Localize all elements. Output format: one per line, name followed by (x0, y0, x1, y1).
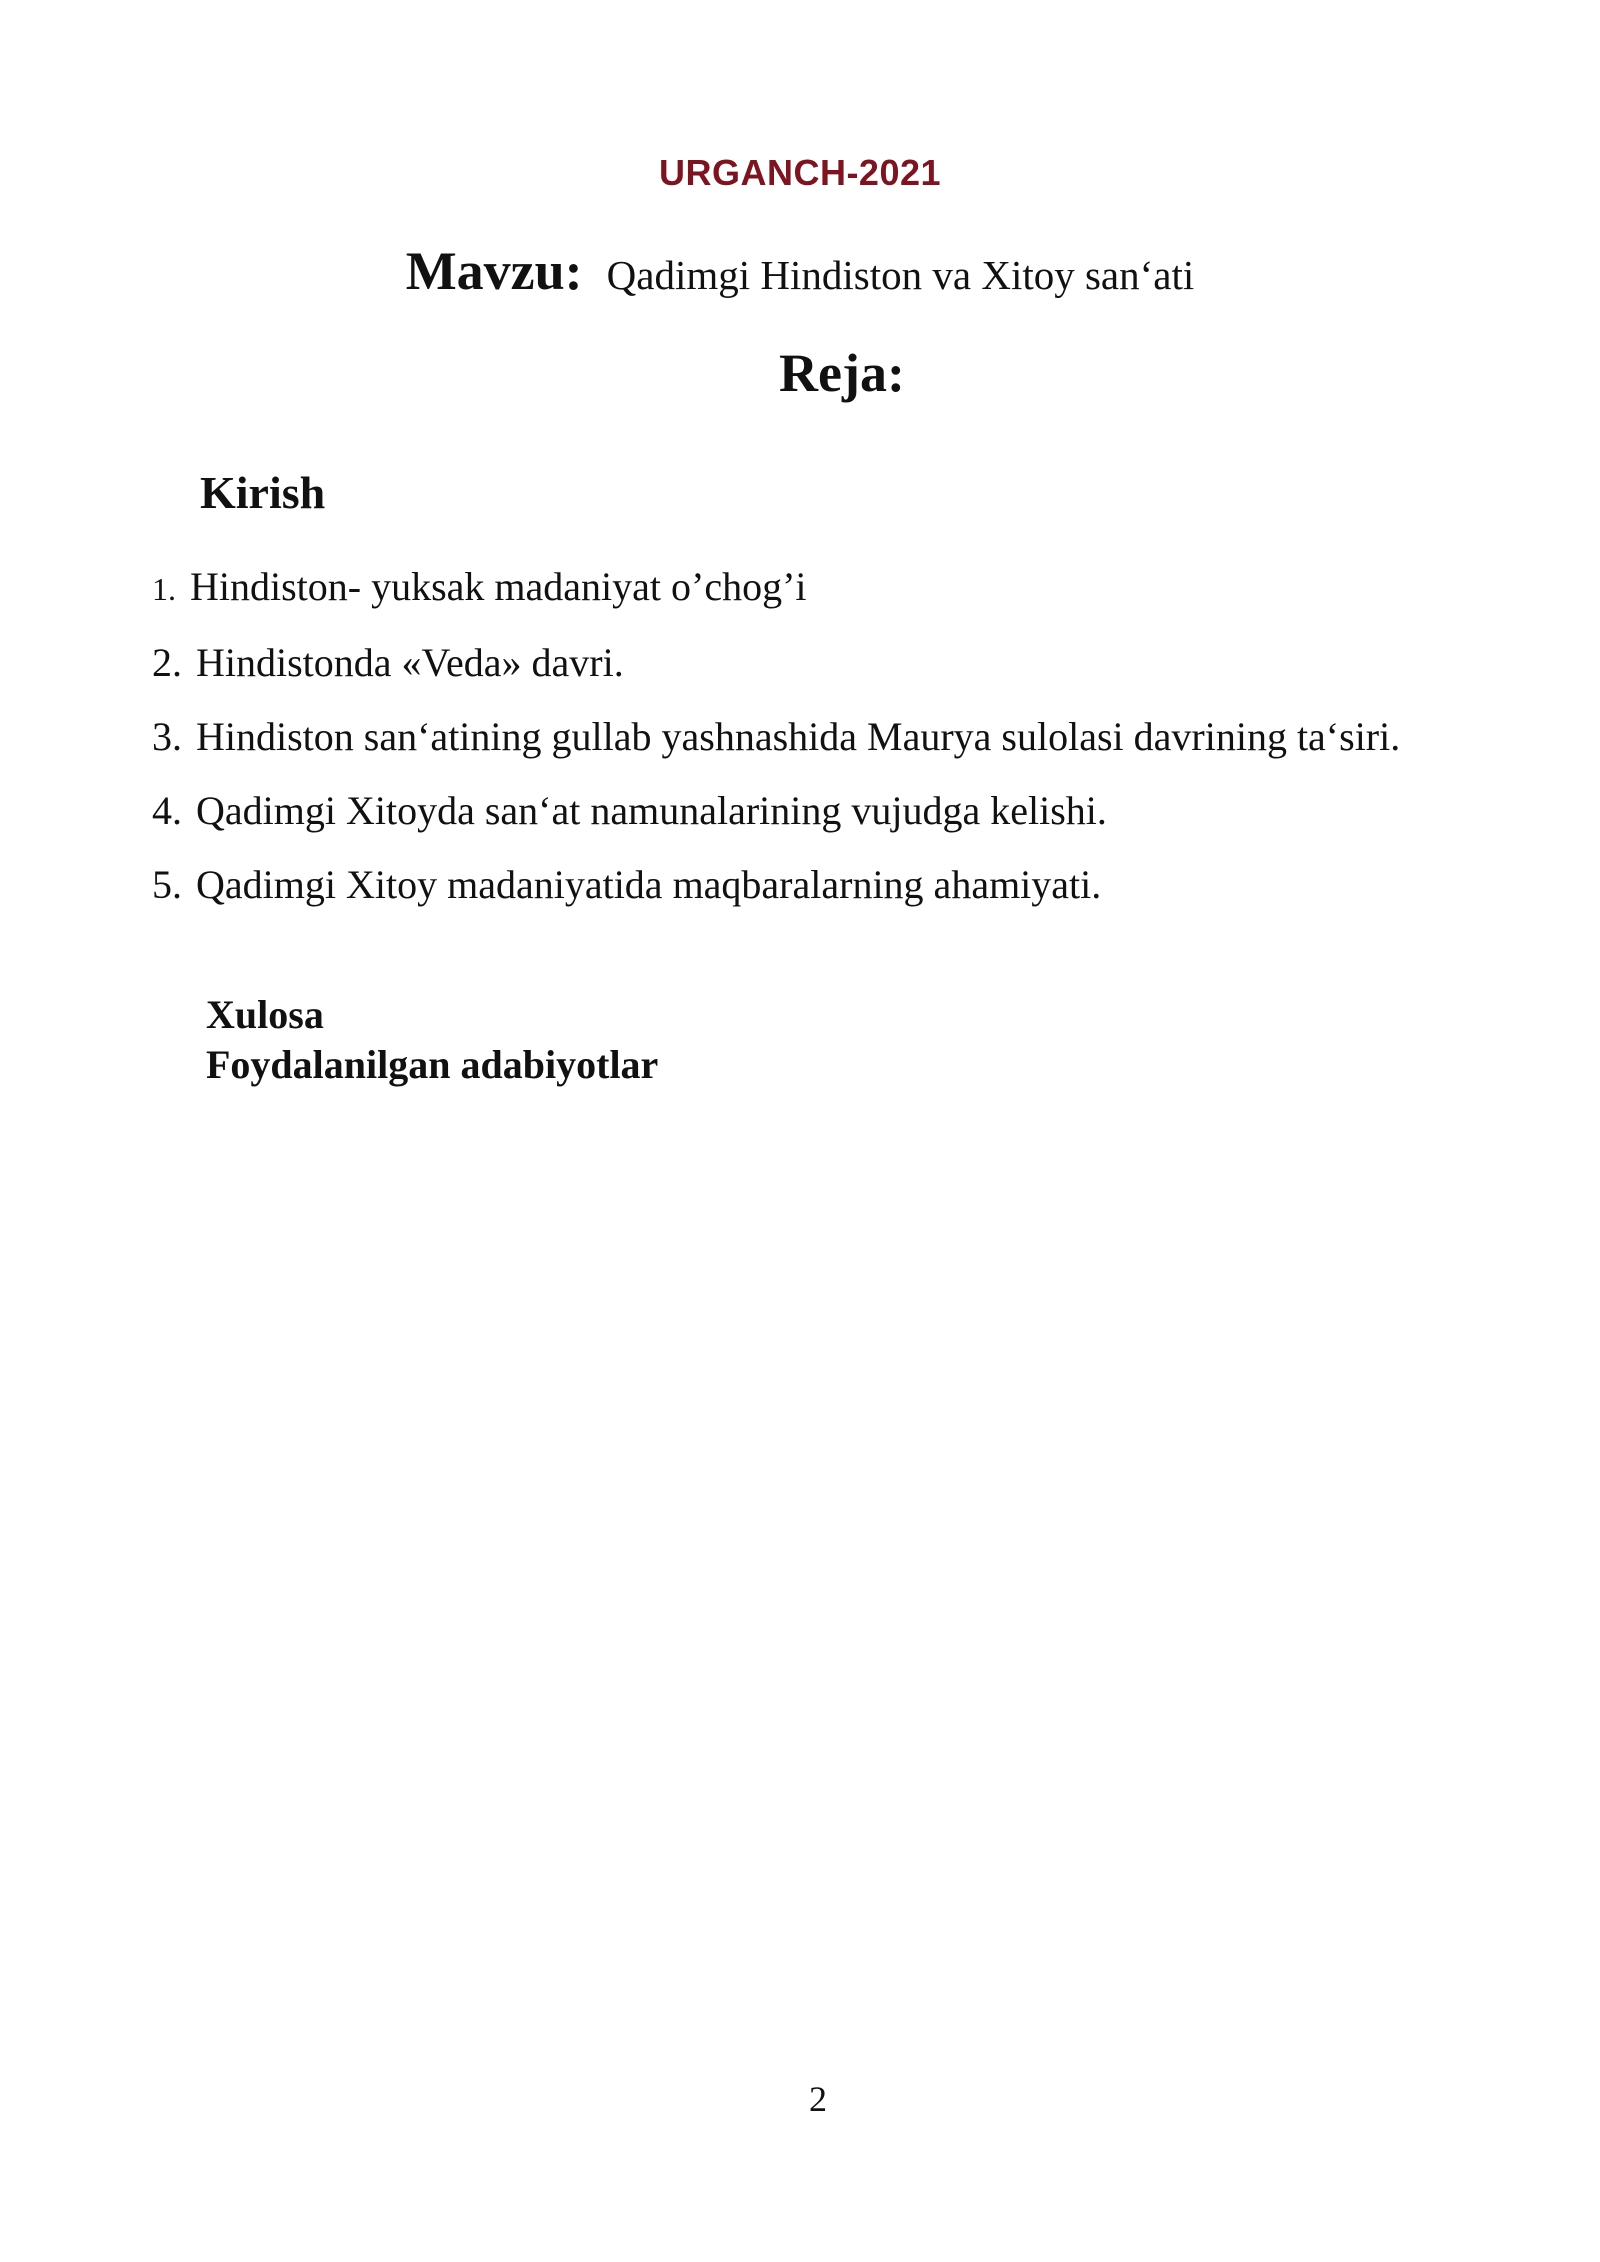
header-city-year: URGANCH-2021 (658, 152, 942, 193)
topic-line (0, 240, 1600, 302)
plan-item-number: 5. (152, 862, 182, 907)
plan-title: Reja: (779, 343, 905, 403)
plan-item-number: 1. (152, 571, 176, 607)
plan-item-4 (152, 774, 1402, 848)
references-heading: Foydalanilgan adabiyotlar (206, 1042, 659, 1087)
plan-item-2 (152, 626, 1402, 700)
plan-item-number: 3. (152, 714, 182, 759)
plan-item-text: Hindistonda «Veda» davri. (196, 640, 624, 685)
conclusion-heading: Xulosa (206, 992, 324, 1037)
plan-item-text: Qadimgi Xitoy madaniyatida maqbaralarning ahamiyati. (196, 862, 1102, 907)
page-number: 2 (809, 2079, 827, 2119)
plan-item-number: 4. (152, 788, 182, 833)
plan-item-5 (152, 848, 1402, 922)
plan-item-text: Qadimgi Xitoyda san‘at namunalarining vujudga kelishi. (196, 788, 1107, 833)
plan-item-1 (152, 550, 1402, 626)
plan-item-text: Hindiston- yuksak madaniyat o’chog’i (190, 564, 807, 609)
intro-heading: Kirish (200, 467, 326, 518)
topic-label: Mavzu: (405, 241, 583, 301)
closing-sections (206, 990, 658, 1090)
plan-item-text: Hindiston san‘atining gullab yashnashida Maurya sulolasi davrining ta‘siri. (196, 714, 1401, 759)
plan-item-number: 2. (152, 640, 182, 685)
plan-list (152, 550, 1402, 922)
topic-text: Qadimgi Hindiston va Xitoy san‘ati (606, 252, 1195, 298)
plan-item-3 (152, 700, 1402, 774)
